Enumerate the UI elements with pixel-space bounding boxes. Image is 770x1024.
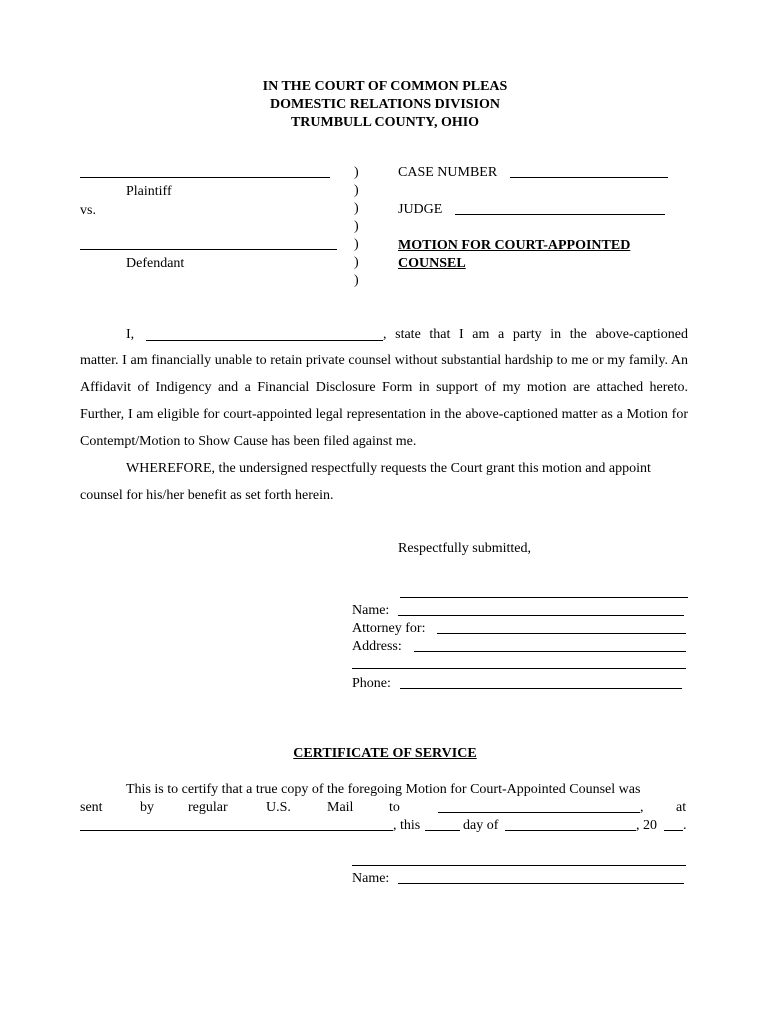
paren-mark: ) <box>354 237 359 252</box>
served-party-line[interactable] <box>438 812 640 813</box>
cert-this: , this <box>393 818 421 833</box>
name-label: Name: <box>352 603 390 618</box>
paren-mark: ) <box>354 219 359 234</box>
cert-word-by: by <box>140 800 154 815</box>
attorney-for-line[interactable] <box>437 633 686 634</box>
county-title: TRUMBULL COUNTY, OHIO <box>290 115 480 130</box>
intro-rest: , state that I am a party in the above-captioned <box>383 327 688 342</box>
cert-period: . <box>683 818 687 833</box>
party-name-line[interactable] <box>146 340 383 341</box>
service-day-line[interactable] <box>425 830 460 831</box>
certificate-signature-line[interactable] <box>352 865 686 866</box>
service-year-line[interactable] <box>664 830 683 831</box>
defendant-label: Defendant <box>126 256 185 271</box>
cert-word-sent: sent <box>80 800 103 815</box>
served-address-line[interactable] <box>80 830 393 831</box>
case-number-label: CASE NUMBER <box>398 165 498 180</box>
motion-paragraph: matter. I am financially unable to retain private counsel without substantial hardship to me or my family. An Affidavit of Indigency and a Financial Disclosure Form in support of my motion are attached hereto. Further, I am eligible for court-appointed legal representation in the above-captioned matter as a Motion for Contempt/Motion to Show Cause has been filed against me. <box>80 353 688 449</box>
paren-mark: ) <box>354 165 359 180</box>
phone-line[interactable] <box>400 688 682 689</box>
cert-day-of: day of <box>463 818 499 833</box>
cert-word-regular: regular <box>188 800 228 815</box>
wherefore-line2: counsel for his/her benefit as set forth herein. <box>80 488 334 503</box>
versus-label: vs. <box>80 203 96 218</box>
paren-mark: ) <box>354 183 359 198</box>
certificate-line1: This is to certify that a true copy of the foregoing Motion for Court-Appointed Counsel was <box>126 782 641 797</box>
name-line[interactable] <box>398 615 684 616</box>
judge-line[interactable] <box>455 214 665 215</box>
plaintiff-label: Plaintiff <box>126 184 172 199</box>
certificate-name-line[interactable] <box>398 883 684 884</box>
cert-year-prefix: , 20 <box>636 818 657 833</box>
intro-i: I, <box>126 327 135 342</box>
court-title: IN THE COURT OF COMMON PLEAS <box>262 79 508 94</box>
motion-title-line2: COUNSEL <box>398 256 466 271</box>
division-title: DOMESTIC RELATIONS DIVISION <box>269 97 500 112</box>
judge-label: JUDGE <box>398 202 443 217</box>
paren-mark: ) <box>354 255 359 270</box>
attorney-for-label: Attorney for: <box>352 621 426 636</box>
cert-word-mail: Mail <box>327 800 354 815</box>
address-line-1[interactable] <box>414 651 686 652</box>
paren-mark: ) <box>354 201 359 216</box>
case-number-line[interactable] <box>510 177 668 178</box>
motion-title-line1: MOTION FOR COURT-APPOINTED <box>398 238 631 253</box>
wherefore-line1: WHEREFORE, the undersigned respectfully requests the Court grant this motion and appoint <box>126 461 651 476</box>
signature-line[interactable] <box>400 597 688 598</box>
cert-word-at: at <box>676 800 687 815</box>
respectfully-submitted: Respectfully submitted, <box>398 541 531 556</box>
cert-word-to: to <box>389 800 400 815</box>
certificate-name-label: Name: <box>352 871 390 886</box>
address-line-2[interactable] <box>352 668 686 669</box>
caption-divider <box>354 164 359 290</box>
phone-label: Phone: <box>352 676 391 691</box>
cert-word-us: U.S. <box>266 800 291 815</box>
cert-comma: , <box>640 800 644 815</box>
address-label: Address: <box>352 639 402 654</box>
service-month-line[interactable] <box>505 830 636 831</box>
defendant-name-line[interactable] <box>80 249 337 250</box>
paren-mark: ) <box>354 273 359 288</box>
plaintiff-name-line[interactable] <box>80 177 330 178</box>
certificate-title: CERTIFICATE OF SERVICE <box>293 746 477 761</box>
